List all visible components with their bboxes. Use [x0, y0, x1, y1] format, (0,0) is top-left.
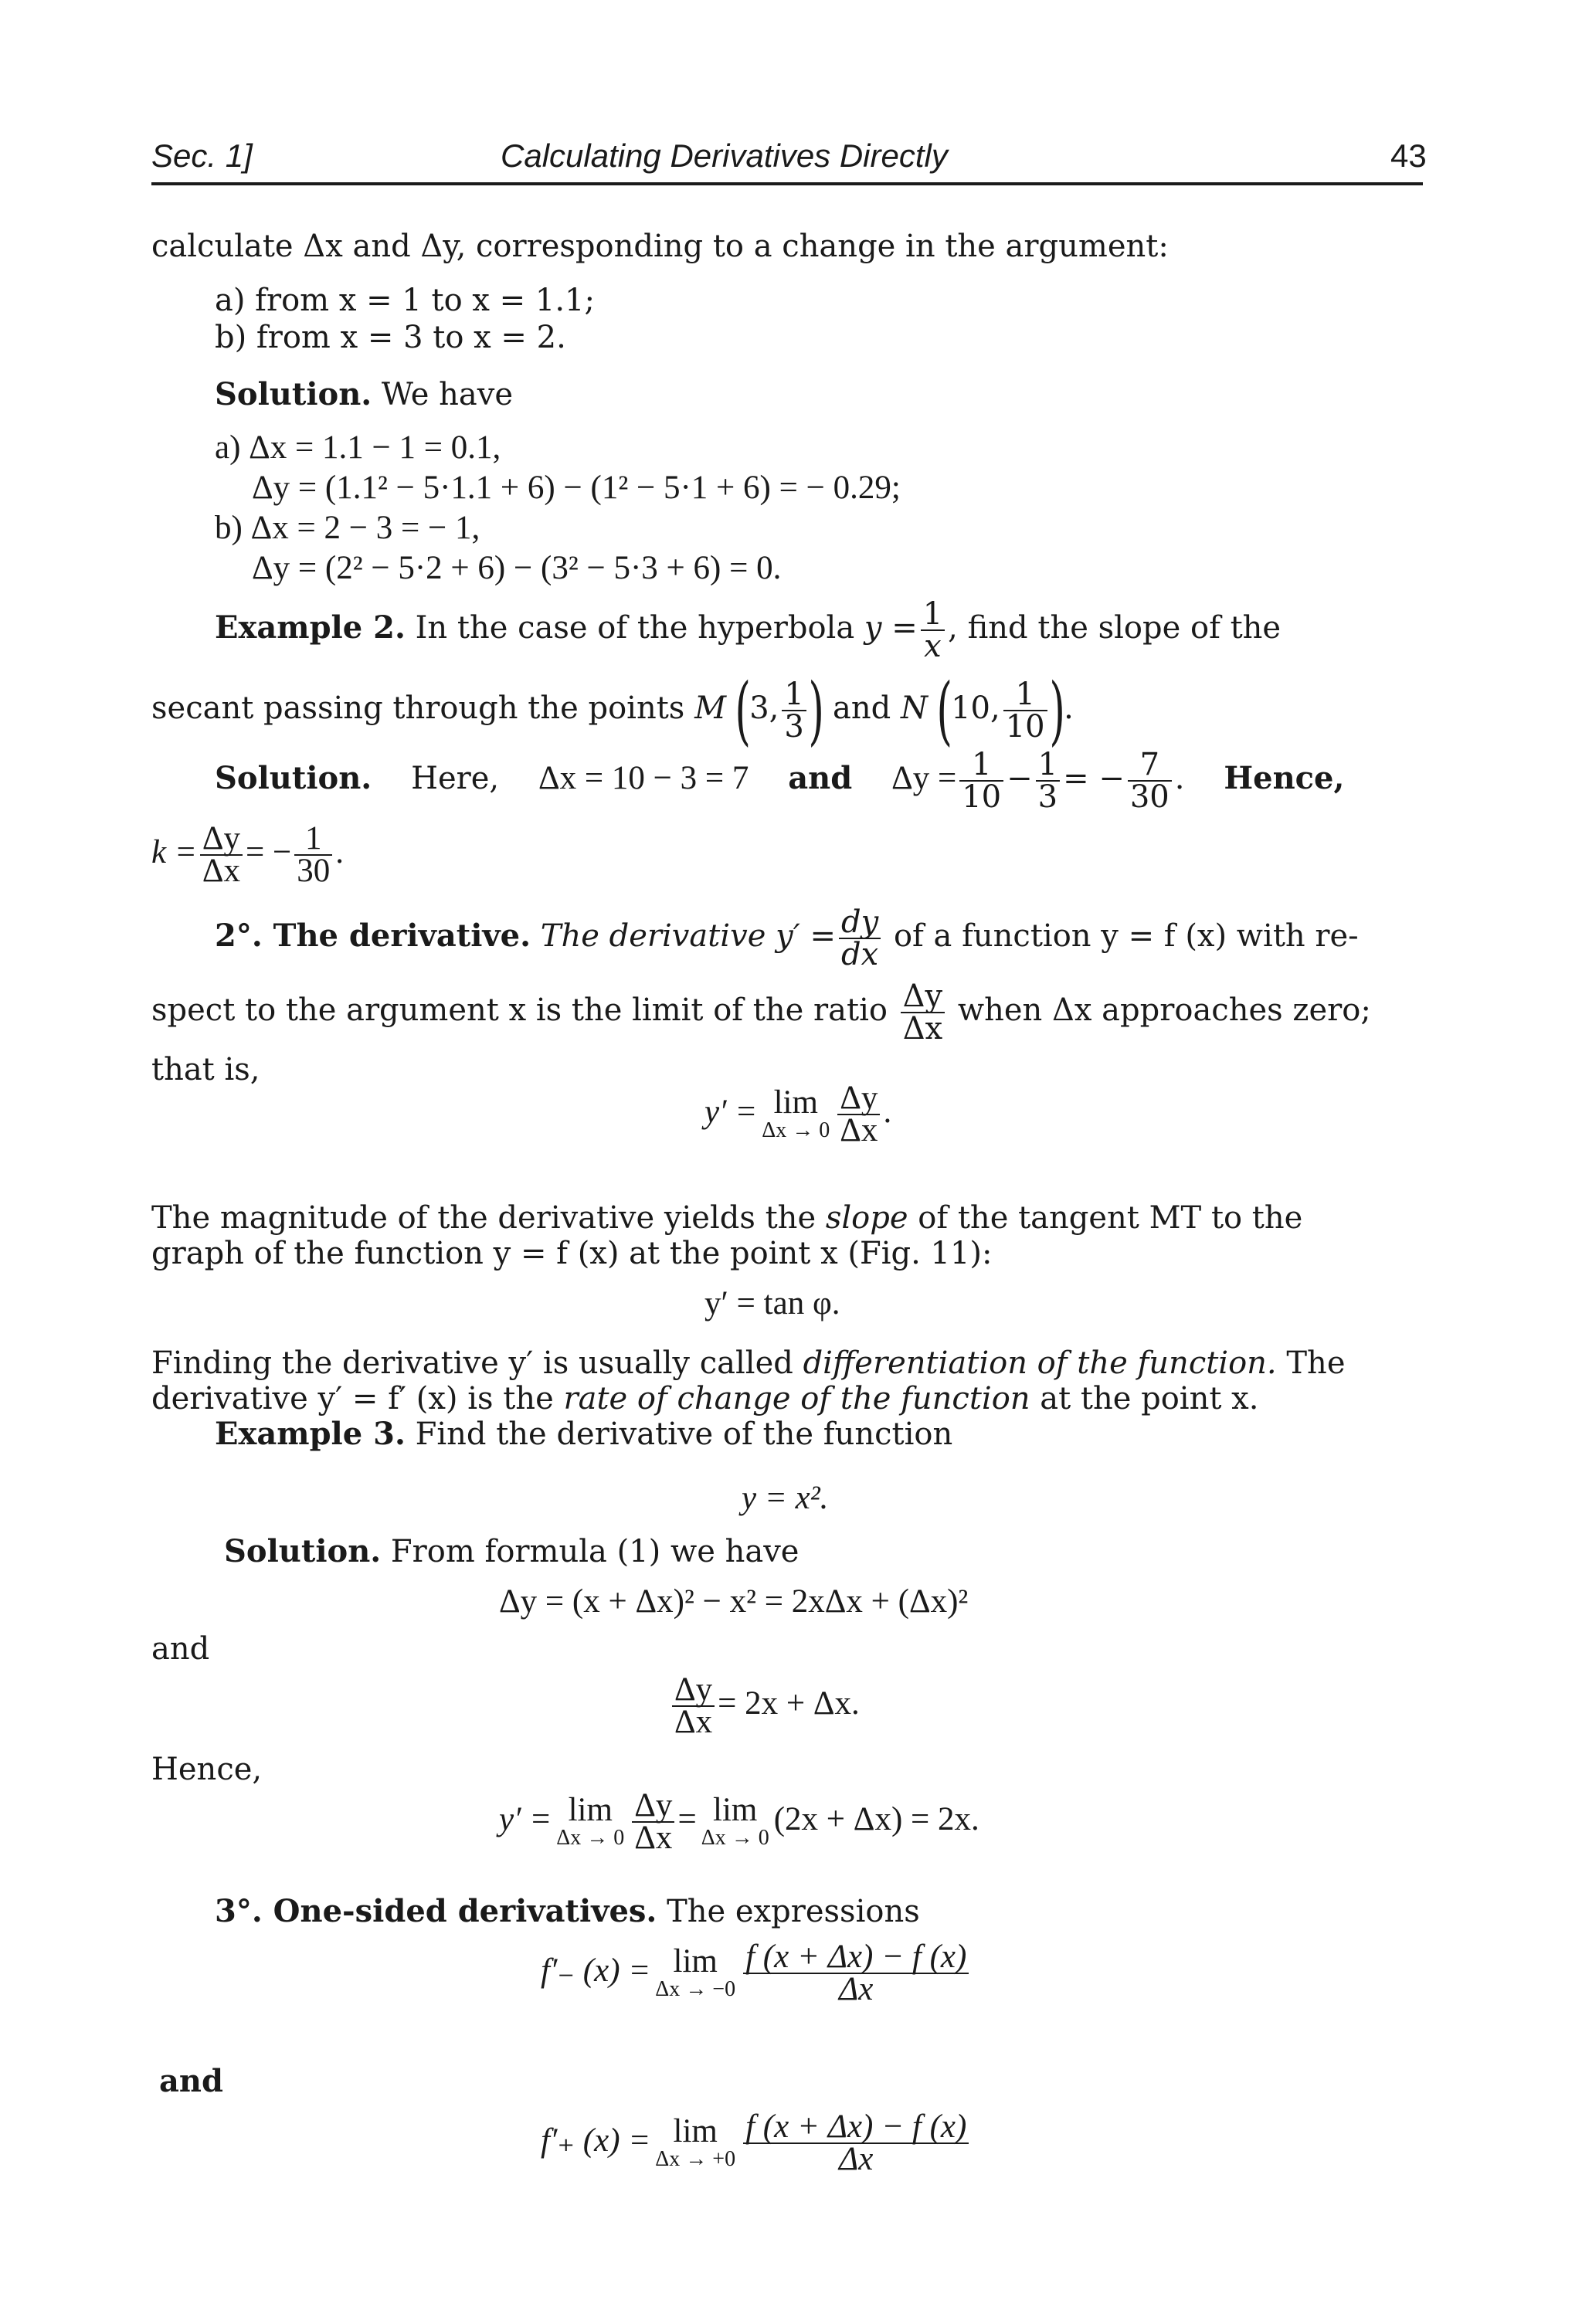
running-title: Calculating Derivatives Directly: [501, 137, 948, 174]
right-derivative-formula: f′₊ (x) = lim Δx → +0 $\frac{f (x + \Delta x) - f (x)}{\Delta x}$: [541, 2112, 972, 2175]
example-3-and: and: [151, 1631, 210, 1667]
example-2-line-1: Example 2. In the case of the hyperbola y = $\frac{1}{x}$ , find the slope of the: [215, 596, 1282, 664]
differentiation-paragraph-line-1: Finding the derivative y′ is usually called differentiation of the function. The: [151, 1345, 1346, 1381]
solution-1-heading: Solution. We have: [215, 376, 514, 412]
left-derivative-formula: f′₋ (x) = lim Δx → −0 $\frac{f (x + \Delta x) - f (x)}{\Delta x}$: [541, 1942, 972, 2005]
case-a: a) from x = 1 to x = 1.1;: [215, 283, 595, 318]
example-2-line-2: secant passing through the points M (3, $\frac{1}{3}$ ) and N (10, $\frac{1}{10}$ ).: [151, 667, 1074, 754]
derivative-limit-equation: y′ = lim Δx → 0 $\frac{\Delta y}{\Delta x}$ .: [704, 1080, 892, 1148]
derivative-definition-line-3: that is,: [151, 1052, 260, 1087]
section-label: Sec. 1]: [151, 137, 253, 174]
example-3-heading: Example 3. Find the derivative of the function: [215, 1416, 953, 1452]
tangent-equation: y′ = tan φ.: [704, 1285, 840, 1321]
header-rule: [151, 182, 1423, 185]
example-3-hence: Hence,: [151, 1752, 263, 1787]
example-3-function: y = x².: [742, 1480, 829, 1516]
solution-1-b-dx: b) Δx = 2 − 3 = − 1,: [215, 510, 480, 546]
example-3-derivative-result: y′ = lim Δx → 0 $\frac{\Delta y}{\Delta x}$ = lim Δx → 0 (2x + Δx) = 2x.: [499, 1787, 979, 1856]
one-sided-and: and: [159, 2063, 223, 2099]
derivative-definition-line-1: 2°. The derivative. The derivative y′ = $\frac{dy}{dx}$ of a function y = f (x) with re-: [215, 904, 1359, 972]
solution-1-b-dy: Δy = (2² − 5·2 + 6) − (3² − 5·3 + 6) = 0.: [252, 550, 782, 586]
slope-result: k = $\frac{\Delta y}{\Delta x}$ = − $\frac{1}{30}$ .: [151, 820, 345, 889]
solution-1-a-dx: a) Δx = 1.1 − 1 = 0.1,: [215, 429, 501, 466]
one-sided-heading: 3°. One-sided derivatives. The expressions: [215, 1893, 920, 1929]
solution-1-a-dy: Δy = (1.1² − 5·1.1 + 6) − (1² − 5·1 + 6) = − 0.29;: [252, 470, 901, 506]
tangent-paragraph-line-2: graph of the function y = f (x) at the point x (Fig. 11):: [151, 1236, 993, 1271]
page-number: 43: [1390, 137, 1427, 174]
derivative-definition-line-2: spect to the argument x is the limit of the ratio $\frac{\Delta y}{\Delta x}$ when Δx approaches zero;: [151, 979, 1371, 1047]
example-3-delta-y: Δy = (x + Δx)² − x² = 2xΔx + (Δx)²: [499, 1583, 969, 1620]
solution-2-line: Solution. Here, Δx = 10 − 3 = 7 and Δy = $\frac{1}{10}$ − $\frac{1}{3}$ = − $\frac{7}{30}$ . Hence,: [215, 747, 1345, 815]
case-b: b) from x = 3 to x = 2.: [215, 320, 566, 355]
example-3-ratio: $\frac{\Delta y}{\Delta x}$ = 2x + Δx.: [669, 1674, 860, 1738]
differentiation-paragraph-line-2: derivative y′ = f′ (x) is the rate of change of the function at the point x.: [151, 1381, 1259, 1416]
intro-line: calculate Δx and Δy, corresponding to a change in the argument:: [151, 229, 1169, 264]
tangent-paragraph-line-1: The magnitude of the derivative yields the slope of the tangent MT to the: [151, 1200, 1303, 1236]
example-3-solution-heading: Solution. From formula (1) we have: [224, 1533, 799, 1569]
